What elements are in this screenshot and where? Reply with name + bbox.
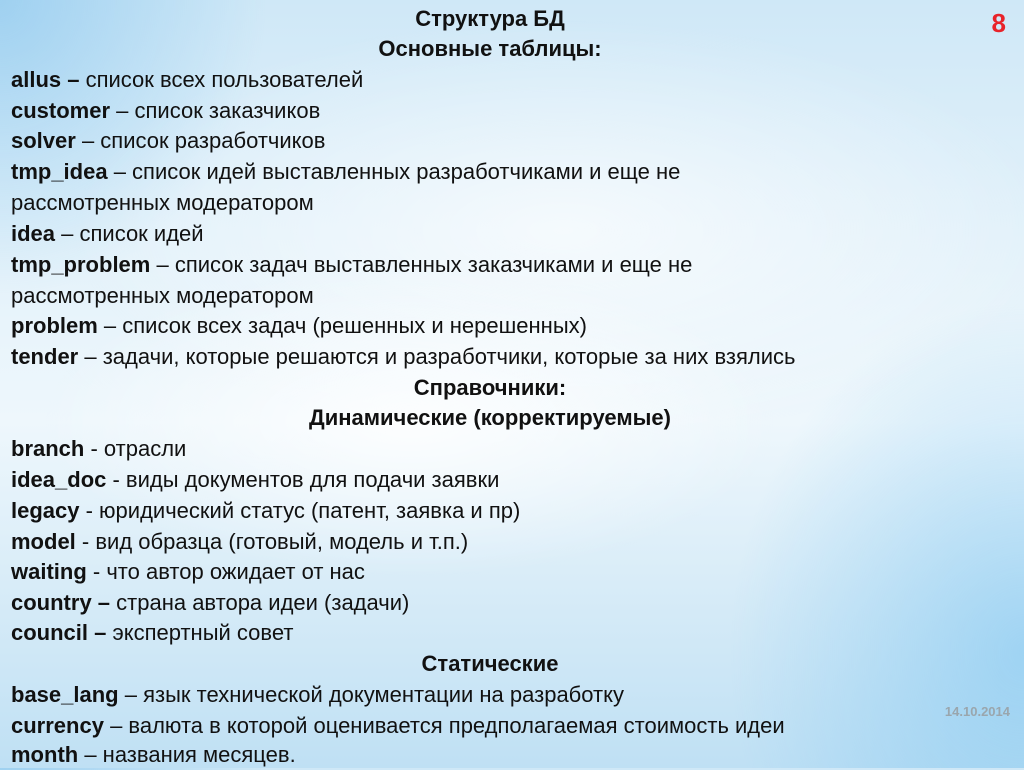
entry-description: экспертный совет — [106, 620, 294, 645]
references-heading: Справочники: — [413, 375, 567, 400]
entry-description: – язык технической документации на разработку — [118, 682, 624, 707]
entry-description: – список идей выставленных разработчиками и еще не — [107, 159, 681, 184]
ref-entry-currency — [11, 711, 785, 741]
entry-description: список всех пользователей — [79, 67, 364, 92]
entry-term: month — [11, 742, 79, 767]
entry-description: – список всех задач (решенных и нерешенных) — [97, 313, 587, 338]
page-number: 8 — [991, 8, 1006, 38]
entry-description: – валюта в которой оценивается предполагаемая стоимость идеи — [103, 713, 785, 738]
entry-description: – список разработчиков — [75, 128, 326, 153]
entry-description: - что автор ожидает от нас — [86, 559, 365, 584]
static-references-heading: Статические — [421, 651, 559, 676]
table-entry-solver — [11, 126, 325, 156]
entry-term: model — [11, 529, 76, 554]
table-entry-tmp-problem — [11, 250, 692, 280]
entry-description: – список идей — [55, 221, 204, 246]
main-tables-heading: Основные таблицы: — [378, 36, 602, 61]
ref-entry-branch — [11, 434, 186, 464]
entry-description: - вид образца (готовый, модель и т.п.) — [75, 529, 469, 554]
entry-description: – список задач выставленных заказчиками и еще не — [150, 252, 693, 277]
slide-title: Структура БД — [415, 6, 565, 31]
entry-description: - юридический статус (патент, заявка и пр) — [79, 498, 521, 523]
entry-term: currency — [11, 713, 104, 738]
dynamic-references-heading: Динамические (корректируемые) — [309, 405, 671, 430]
entry-term: idea_doc — [11, 467, 107, 492]
entry-term: tender — [11, 344, 79, 369]
entry-term: customer — [11, 98, 111, 123]
ref-entry-idea-doc — [11, 465, 499, 495]
entry-description: – список заказчиков — [110, 98, 321, 123]
table-entry-idea — [11, 219, 204, 249]
entry-term: tmp_problem — [11, 252, 151, 277]
table-entry-allus — [11, 65, 363, 95]
entry-term: problem — [11, 313, 98, 338]
ref-entry-council — [11, 618, 293, 648]
entry-description: - виды документов для подачи заявки — [106, 467, 500, 492]
entry-description: – названия месяцев. — [78, 742, 296, 767]
entry-term: allus – — [11, 67, 80, 92]
entry-term: legacy — [11, 498, 80, 523]
table-entry-tmp-problem-continued — [11, 281, 314, 311]
entry-description: страна автора идеи (задачи) — [110, 590, 410, 615]
entry-term: waiting — [11, 559, 87, 584]
entry-term: tmp_idea — [11, 159, 108, 184]
entry-term: base_lang — [11, 682, 119, 707]
ref-entry-model — [11, 527, 468, 557]
table-entry-tmp-idea — [11, 157, 680, 187]
table-entry-customer — [11, 96, 320, 126]
table-entry-problem — [11, 311, 587, 341]
slide-date: 14.10.2014 — [944, 704, 1010, 719]
ref-entry-base-lang — [11, 680, 624, 710]
table-entry-tmp-idea-continued — [11, 188, 314, 218]
entry-description: - отрасли — [84, 436, 187, 461]
entry-term: country – — [11, 590, 111, 615]
entry-term: council – — [11, 620, 107, 645]
ref-entry-country — [11, 588, 409, 618]
ref-entry-legacy — [11, 496, 520, 526]
entry-term: branch — [11, 436, 85, 461]
entry-description: рассмотренных модератором — [11, 190, 314, 215]
table-entry-tender — [11, 342, 796, 372]
entry-term: solver — [11, 128, 76, 153]
ref-entry-waiting — [11, 557, 365, 587]
entry-term: idea — [11, 221, 56, 246]
ref-entry-month — [11, 740, 296, 770]
entry-description: рассмотренных модератором — [11, 283, 314, 308]
entry-description: – задачи, которые решаются и разработчики, которые за них взялись — [78, 344, 796, 369]
